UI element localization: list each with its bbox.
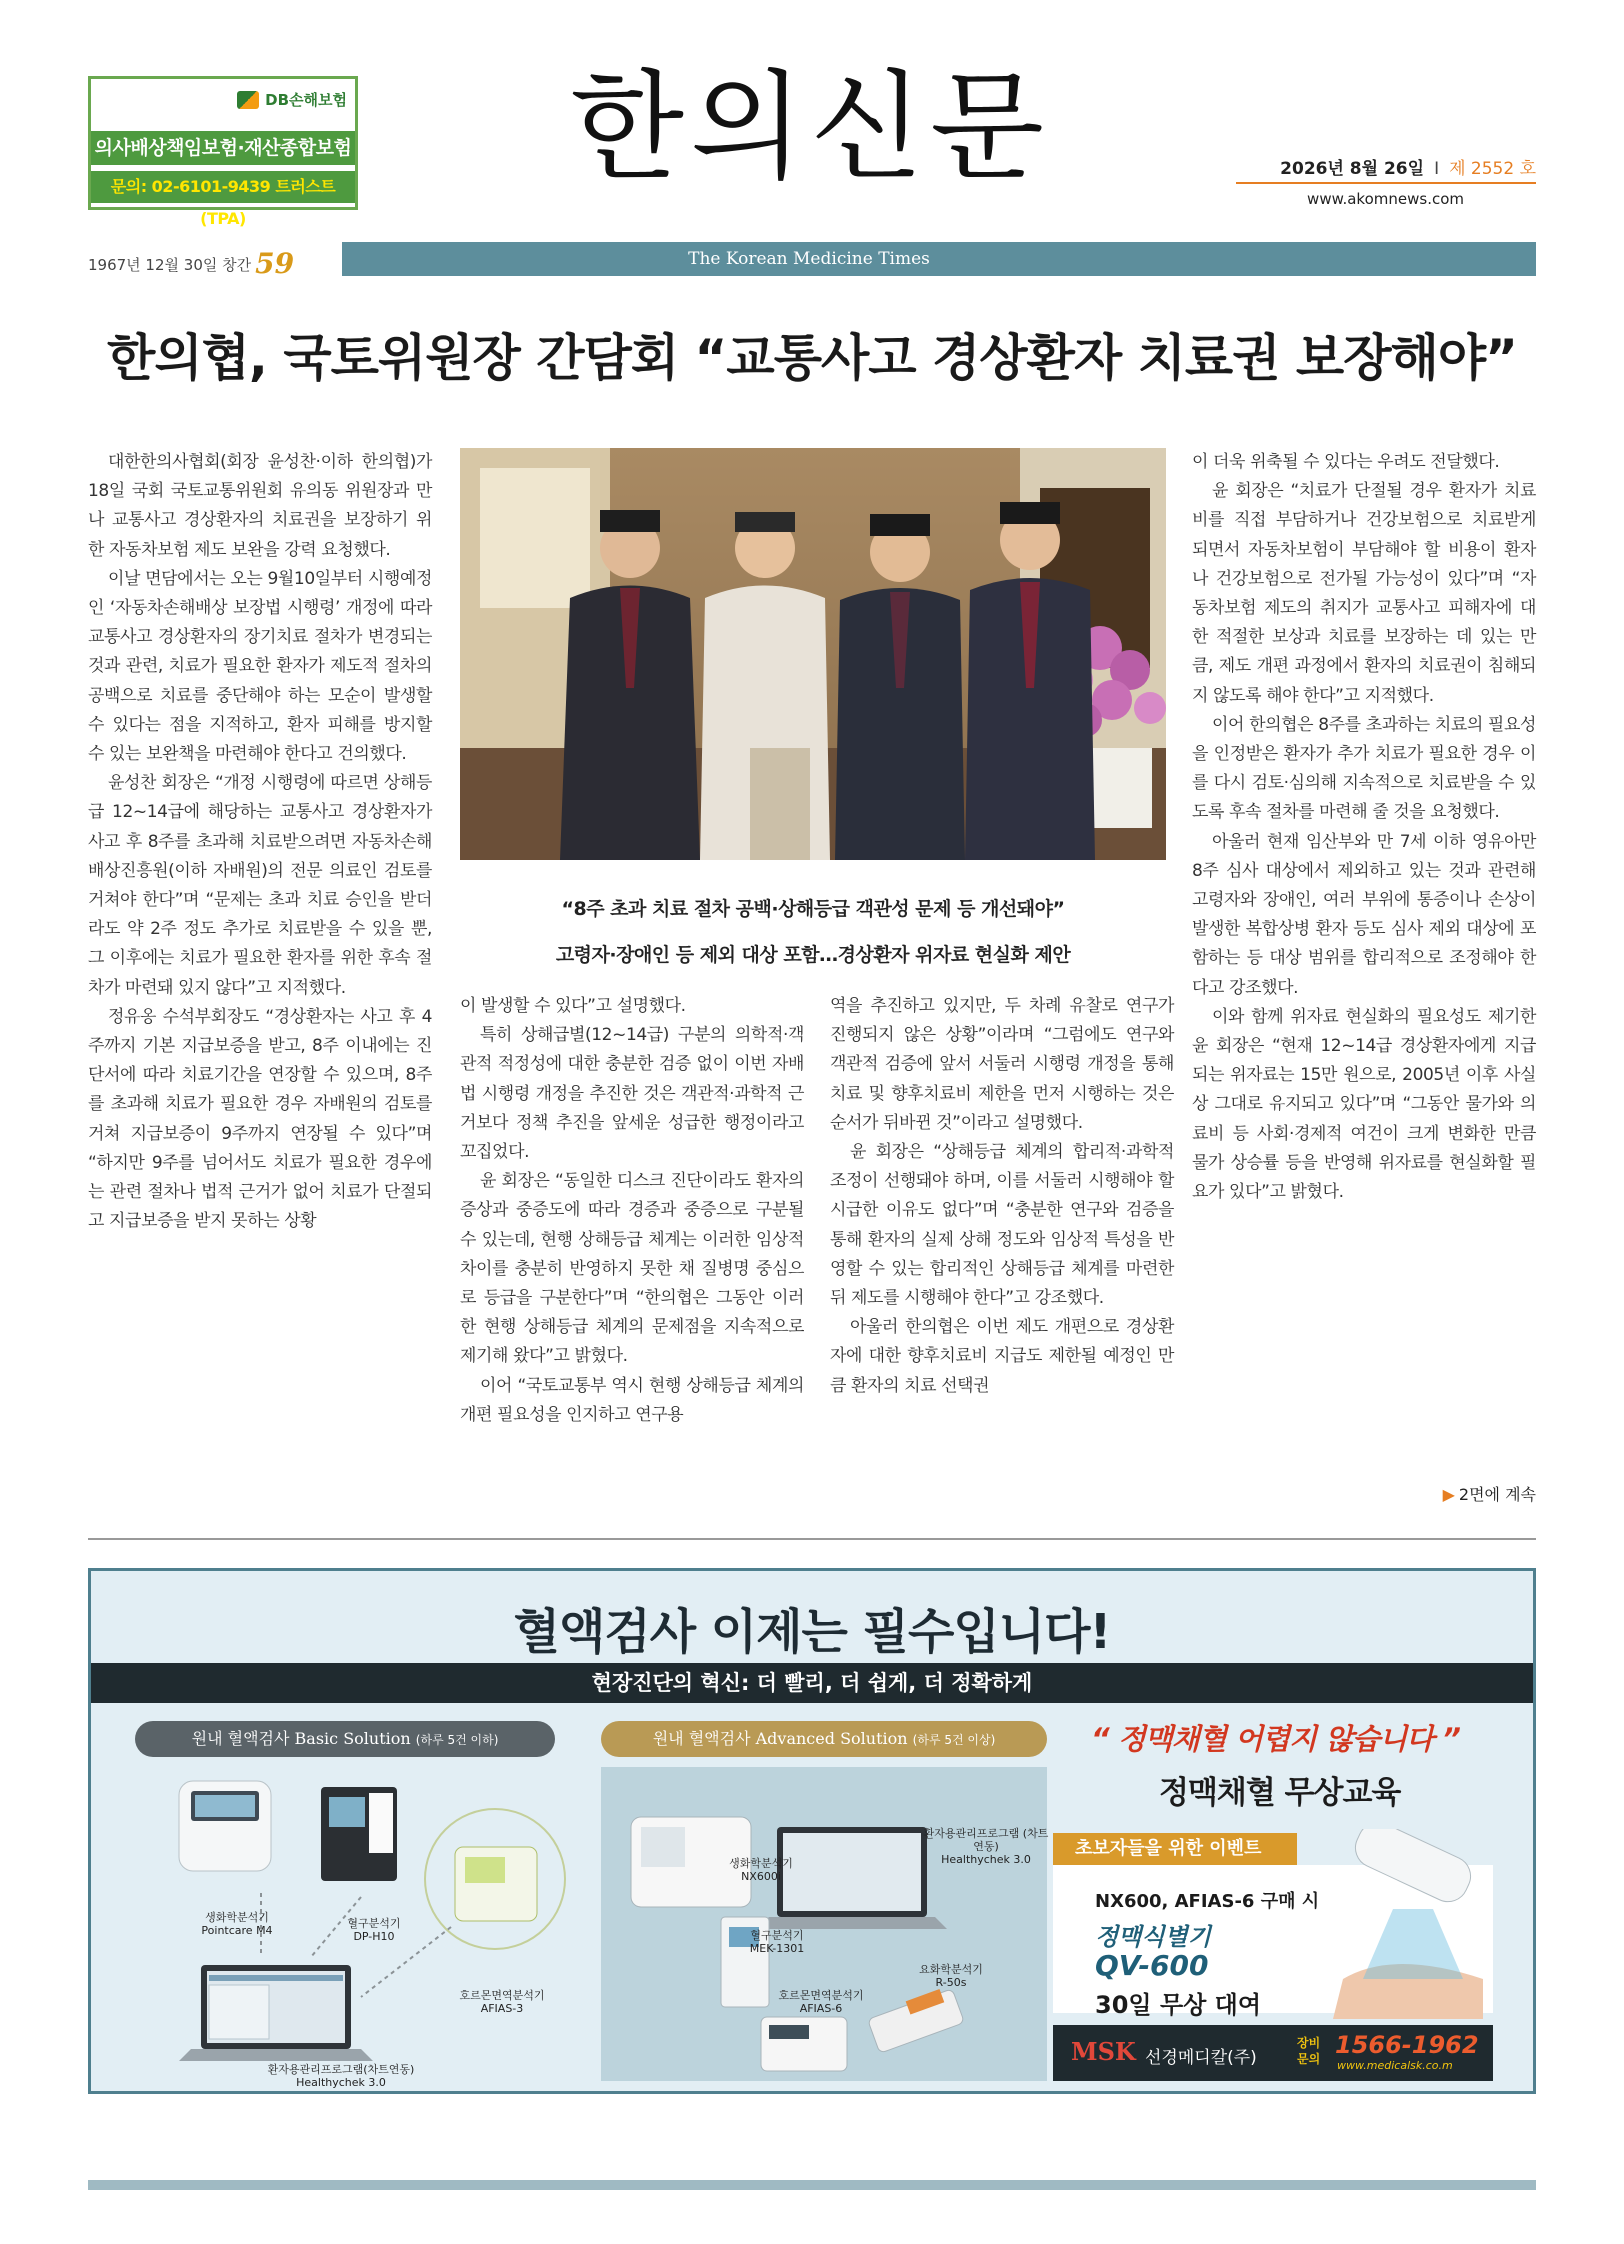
company-logo: MSK: [1071, 2037, 1136, 2066]
article-paragraph: 윤 회장은 “동일한 디스크 진단이라도 환자의 증상과 중증도에 따라 경증과 중증으로 구분될 수 있는데, 현행 상해등급 체계는 이러한 임상적 차이를 충분히 반영하지 못한 채 질병명 중심으로 등급을 구분한다”며 “한의협은 그동안 이러한 현행 상해등급 체계의 문제점을 지속적으로 제기해 왔다”고 밝혔다.: [460, 1171, 804, 1367]
article-column-1: [88, 448, 432, 1236]
insurance-ad-box[interactable]: [88, 76, 358, 228]
ad-slogan: “ 정맥채혈 어렵지 않습니다 ”: [1091, 1722, 1460, 1756]
device-label: 혈구분석기 MEK-1301: [749, 1929, 805, 1955]
article-paragraph: 정유옹 수석부회장도 “경상환자는 사고 후 4주까지 기본 지급보증을 받고, 8주 이내에는 진단서에 따라 치료기간을 연장할 수 있으며, 8주를 초과해 치료가 필요한 경우 자배원의 검토를 거쳐 지급보증이 9주까지 연장될 수 있다”며 “하지만 9주를 넘어서도 치료가 필요한 경우에는 관련 절차나 법적 근거가 없어 치료가 단절되고 지급보증을 받지 못하는 상황: [88, 1006, 432, 1232]
bottom-rule: [88, 2180, 1536, 2190]
article-column-2: [460, 992, 804, 1430]
issue-date: 2026년 8월 26일: [1280, 159, 1425, 179]
advanced-solution-note: (하루 5건 이상): [912, 1733, 996, 1747]
article-paragraph: 이날 면담에서는 오는 9월10일부터 시행예정인 ‘자동차손해배상 보장법 시행령’ 개정에 따라 교통사고 경상환자의 장기치료 절차가 변경되는 것과 관련, 치료가 필요한 환자가 제도적 절차의 공백으로 치료를 중단해야 하는 모순이 발생할 수 있다는 점을 지적하고, 환자 피해를 방지할 수 있는 보완책을 마련해야 한다고 건의했다.: [88, 568, 432, 765]
event-tag: 초보자들을 위한 이벤트: [1053, 1833, 1297, 1865]
insurance-product-line: 의사배상책임보험·재산종합보험: [91, 131, 355, 165]
article-paragraph: 특히 상해급별(12~14급) 구분의 의학적·객관적 적정성에 대한 충분한 검증 없이 이번 자배법 시행령 개정을 추진한 것은 객관적·과학적 근거보다 정책 추진을 앞세운 성급한 행정이라고 꼬집었다.: [460, 1025, 804, 1163]
article-paragraph: 이 더욱 위축될 수 있다는 우려도 전달했다.: [1192, 452, 1500, 472]
insurance-contact-line: 문의: 02-6101-9439 트러스트(TPA): [91, 171, 355, 203]
photo-caption-line2: 고령자·장애인 등 제외 대상 포함…경상환자 위자료 현실화 제안: [555, 944, 1071, 966]
basic-solution-label: 원내 혈액검사 Basic Solution: [191, 1729, 411, 1748]
article-photo: [460, 448, 1166, 860]
advanced-solution-label: 원내 혈액검사 Advanced Solution: [652, 1729, 908, 1748]
device-label: 요화학분석기 R-50s: [919, 1963, 983, 1989]
company-url[interactable]: www.medicalsk.co.m: [1337, 2059, 1453, 2072]
section-divider: [88, 1538, 1536, 1540]
continued-link[interactable]: [1443, 1482, 1536, 1505]
anniversary-badge: 59: [255, 247, 295, 280]
newspaper-title: 한의신문: [570, 58, 1050, 196]
ad-free-training: 정맥채혈 무상교육: [1159, 1775, 1401, 1811]
db-logo-icon: [237, 91, 259, 109]
event-line-3: QV-600: [1095, 1949, 1209, 1982]
device-label: 생화학분석기 Pointcare M4: [201, 1911, 273, 1937]
advanced-devices-illustration: [601, 1767, 1047, 2081]
founded-date: [88, 244, 295, 280]
english-title-bar: The Korean Medicine Times: [342, 242, 1536, 276]
issue-info: 2026년 8월 26일 I 제 2552 호: [1280, 159, 1536, 179]
photo-caption-line1: “8주 초과 치료 절차 공백·상해등급 객관성 문제 등 개선돼야”: [561, 898, 1065, 920]
advanced-devices-panel: [601, 1767, 1047, 2081]
insurance-brand: [237, 89, 347, 110]
article-paragraph: 이어 한의협은 8주를 초과하는 치료의 필요성을 인정받은 환자가 추가 치료가 필요한 경우 이를 다시 검토·심의해 지속적으로 치료받을 수 있도록 후속 절차를 마련해 줄 것을 요청했다.: [1192, 714, 1536, 823]
device-label: 혈구분석기 DP-H10: [347, 1917, 401, 1943]
issue-rule: [1236, 182, 1536, 184]
article-paragraph: 이어 “국토교통부 역시 현행 상해등급 체계의 개편 필요성을 인지하고 연구용: [460, 1375, 804, 1425]
article-paragraph: 윤성찬 회장은 “개정 시행령에 따르면 상해등급 12~14급에 해당하는 교통사고 경상환자가 사고 후 8주를 초과해 치료받으려면 자동차손해배상진흥원(이하 자배원)의 전문 의료인 검토를 거쳐야 한다”며 “문제는 초과 치료 승인을 받더라도 약 2주 정도 추가로 치료받을 수 있을 뿐, 그 이후에는 치료가 필요한 환자를 위한 후속 절차가 마련돼 있지 않다”고 지적했다.: [88, 773, 432, 998]
article-paragraph: 아울러 현재 임산부와 만 7세 이하 영유아만 8주 심사 대상에서 제외하고 있는 것과 관련해 고령자와 장애인, 여러 부위에 통증이나 손상이 발생한 복합상병 환자 등도 심사 제외 대상에 포함하는 등 대상 범위를 합리적으로 조정해야 한다고 강조했다.: [1192, 831, 1536, 998]
continued-text: 2면에 계속: [1458, 1485, 1536, 1504]
event-line-2: 정맥식별기: [1095, 1923, 1211, 1951]
basic-solution-note: (하루 5건 이하): [415, 1733, 499, 1747]
website-link[interactable]: www.akomnews.com: [1307, 190, 1464, 208]
article-paragraph: 아울러 한의협은 이번 제도 개편으로 경상환자에 대한 향후치료비 지급도 제한될 예정인 만큼 환자의 치료 선택권: [830, 1317, 1174, 1396]
vein-finder-icon: [1323, 1829, 1493, 2019]
event-line-1: NX600, AFIAS-6 구매 시: [1095, 1891, 1320, 1912]
article-paragraph: 역을 추진하고 있지만, 두 차례 유찰로 연구가 진행되지 않은 상황”이라며 “그럼에도 연구와 객관적 검증에 앞서 서둘러 시행령 개정을 통해 치료 및 향후치료비 제한을 먼저 시행하는 것은 순서가 뒤바뀐 것”이라고 설명했다.: [830, 996, 1174, 1133]
ad-subtitle-bar: 현장진단의 혁신: 더 빨리, 더 쉽게, 더 정확하게: [91, 1663, 1533, 1703]
article-paragraph: 대한한의사협회(회장 윤성찬·이하 한의협)가 18일 국회 국토교통위원회 유의동 위원장과 만나 교통사고 경상환자의 치료권을 보장하기 위한 자동차보험 제도 보완을 강력 요청했다.: [88, 452, 432, 560]
insurance-brand-name: DB손해보험: [265, 91, 347, 109]
triangle-right-icon: ▶: [1442, 1485, 1455, 1504]
device-label: 환자용관리프로그램(차트연동) Healthychek 3.0: [267, 2063, 415, 2089]
ad-title: 혈액검사 이제는 필수입니다!: [513, 1604, 1111, 1660]
article-paragraph: 이와 함께 위자료 현실화의 필요성도 제기한 윤 회장은 “현재 12~14급 경상환자에게 지급되는 위자료는 15만 원으로, 2005년 이후 사실상 그대로 유지되고 있다”며 “그동안 물가와 의료비 등 사회·경제적 여건이 크게 변화한 만큼 물가 상승률 등을 반영해 위자료를 현실화할 필요가 있다”고 밝혔다.: [1192, 1006, 1536, 1203]
founded-text: 1967년 12월 30일 창간: [88, 256, 252, 274]
article-column-3: [830, 992, 1174, 1401]
article-headline: 한의협, 국토위원장 간담회 “교통사고 경상환자 치료권 보장해야”: [107, 329, 1517, 387]
device-label: 생화학분석기 NX600i: [729, 1857, 793, 1883]
advanced-solution-pill: [601, 1721, 1047, 1757]
issue-number: 제 2552 호: [1449, 159, 1536, 179]
article-paragraph: 윤 회장은 “상해등급 체계의 합리적·과학적 조정이 선행돼야 하며, 이를 서둘러 시행해야 할 시급한 이유도 없다”며 “충분한 연구와 검증을 통해 환자의 실제 상해 정도와 임상적 특성을 반영할 수 있는 합리적인 상해등급 체계를 마련한 뒤 제도를 시행해야 한다”고 강조했다.: [830, 1142, 1174, 1309]
contact-label: 장비 문의: [1297, 2036, 1321, 2066]
device-label: 호르몬면역분석기 AFIAS-6: [778, 1989, 864, 2015]
company-name: 선경메디칼(주): [1145, 2048, 1257, 2068]
basic-solution-pill: [135, 1721, 555, 1757]
article-paragraph: 윤 회장은 “치료가 단절될 경우 환자가 치료비를 직접 부담하거나 건강보험으로 치료받게 되면서 자동차보험이 부담해야 할 비용이 환자나 건강보험으로 전가될 가능성이 있다”며 “자동차보험 제도의 취지가 교통사고 피해자에 대한 적절한 보상과 치료를 보장하는 데 있는 만큼, 제도 개편 과정에서 환자의 치료권이 침해되지 않도록 해야 한다”고 지적했다.: [1192, 481, 1536, 706]
company-phone[interactable]: 1566-1962: [1335, 2031, 1479, 2059]
article-paragraph: 이 발생할 수 있다”고 설명했다.: [460, 996, 686, 1016]
event-line-4: 30일 무상 대여: [1095, 1991, 1262, 2019]
meeting-photo-illustration: [460, 448, 1166, 860]
blood-test-advertisement[interactable]: [88, 1568, 1536, 2094]
device-label: 환자용관리프로그램 (차트연동) Healthychek 3.0: [923, 1827, 1049, 1866]
article-column-4: [1192, 448, 1536, 1207]
company-contact-bar[interactable]: [1053, 2025, 1493, 2081]
device-label: 호르몬면역분석기 AFIAS-3: [459, 1989, 545, 2015]
